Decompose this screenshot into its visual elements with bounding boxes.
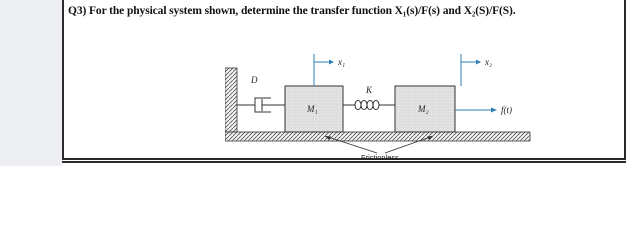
bottom-divider [62,161,626,163]
force-arrow [455,108,497,113]
force-label: f(t) [501,105,512,115]
spring [343,101,395,110]
x2-label: x₂ [485,57,493,67]
x1-label: x₁ [338,57,346,67]
left-margin-strip [0,0,62,166]
x1-displacement-arrow [314,54,334,86]
floor [225,132,530,141]
damper [237,98,285,112]
x2-displacement-arrow [461,54,481,86]
damper-label: D [251,75,258,85]
mass-1-label: M₁ [307,104,318,114]
question-text: Q3) For the physical system shown, determine the transfer function X₁(s)/F(s) and X₂(S)/F(S). [68,5,516,17]
spring-label: K [366,85,373,95]
mass-2-label: M₂ [418,104,429,114]
wall [225,68,237,132]
mechanical-system-diagram [225,40,565,160]
frictionless-label: Frictionless [361,153,399,160]
